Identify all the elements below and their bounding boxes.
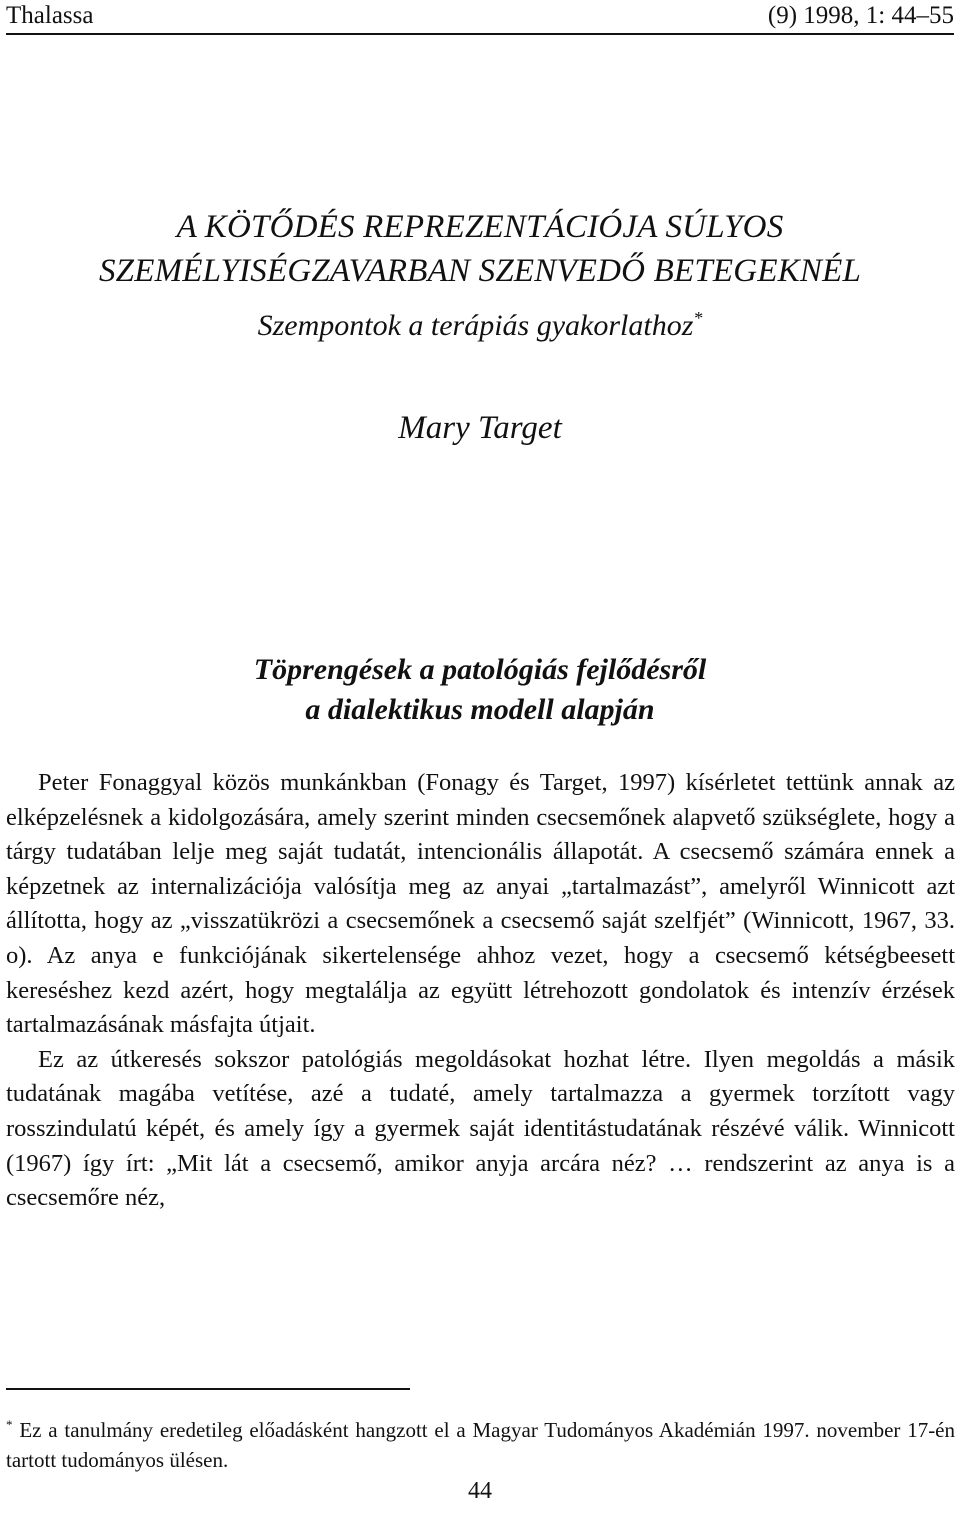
paragraph-1: Peter Fonaggyal közös munkánkban (Fonagy és Target, 1997) kísérletet tettünk annak az elképzelésnek a kidolgozására, amely szerint minden csecsemőnek alapvető szükséglete, hogy a tárgy tudatában lelje meg saját tudatát, intencionális állapotát. A csecsemő számára ennek a képzetnek az internalizációja valósítja meg az anyai „tartalmazást”, amelyről Winnicott azt állította, hogy az „visszatükrözi a csecsemőnek a csecsemő saját szelfjét” (Winnicott, 1967, 33. o). Az anya e funkciójának sikertelensége ahhoz vezet, hogy a csecsemő kétségbeesett kereséshez kezd azért, hogy megtalálja az együtt létrehozott gondolatok és intenzív érzések tartalmazásának másfajta útjait. <box>6 769 955 1039</box>
section-heading <box>0 650 960 730</box>
running-header <box>6 2 954 32</box>
footnote-rule <box>6 1388 410 1390</box>
footnote-mark: * <box>6 1417 13 1432</box>
section-heading-line-2: a dialektikus modell alapján <box>305 693 655 726</box>
body-text <box>6 766 955 1216</box>
issue-info: (9) 1998, 1: 44–55 <box>767 2 954 29</box>
header-rule <box>6 33 954 35</box>
subtitle-text: Szempontok a terápiás gyakorlathoz <box>257 309 694 342</box>
article-title <box>0 205 960 293</box>
article-subtitle <box>0 308 960 343</box>
title-line-2: SZEMÉLYISÉGZAVARBAN SZENVEDŐ BETEGEKNÉL <box>98 253 862 289</box>
page-number: 44 <box>468 1478 492 1504</box>
author-name: Mary Target <box>398 410 562 446</box>
journal-name: Thalassa <box>6 2 94 29</box>
subtitle-footnote-mark: * <box>693 308 703 328</box>
title-line-1: A KÖTŐDÉS REPREZENTÁCIÓJA SÚLYOS <box>176 209 784 245</box>
section-heading-line-1: Töprengések a patológiás fejlődésről <box>253 653 707 686</box>
paragraph-2: Ez az útkeresés sokszor patológiás megoldásokat hozhat létre. Ilyen megoldás a másik tudatának magába vetítése, azé a tudaté, amely tartalmazza a gyermek torzított vagy rosszindulatú képét, és amely így a gyermek saját identitástudatának részévé válik. Winnicott (1967) így írt: „Mit lát a csecsemő, amikor anyja arcára néz? … rendszerint az anya is a csecsemőre néz, <box>6 1045 955 1212</box>
footnote <box>6 1410 955 1475</box>
footnote-text: Ez a tanulmány eredetileg előadásként hangzott el a Magyar Tudományos Akadémián 1997. november 17-én tartott tudományos ülésen. <box>6 1418 956 1472</box>
